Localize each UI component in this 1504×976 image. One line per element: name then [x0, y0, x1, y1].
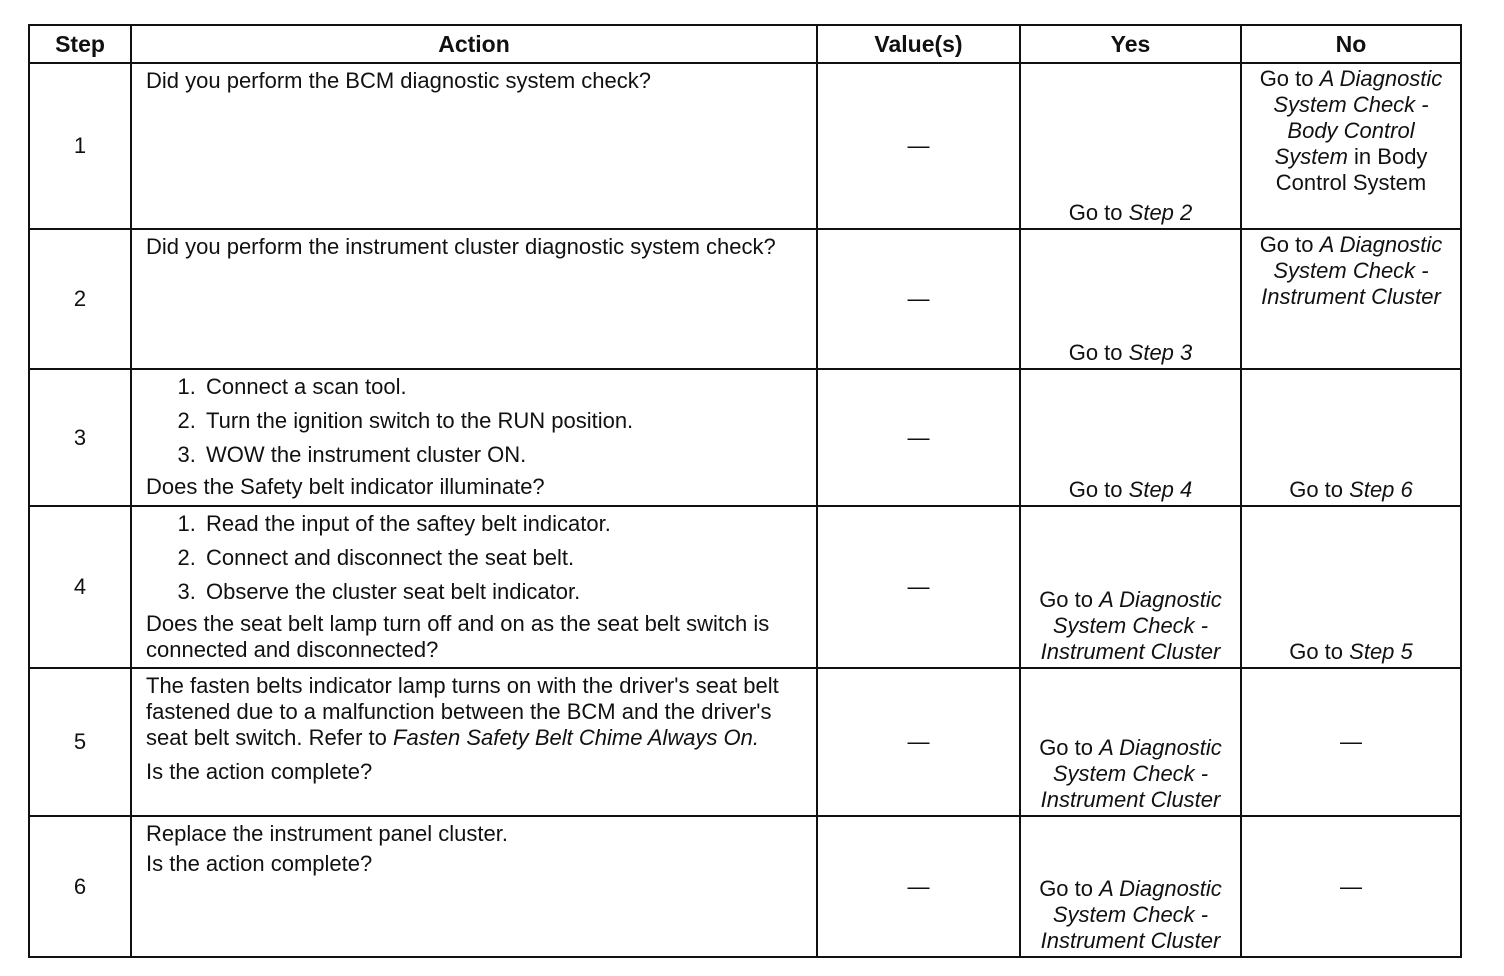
yes-target-link[interactable]: Step 4	[1128, 477, 1193, 502]
step-number: 5	[29, 668, 131, 816]
goto-label: Go to	[1259, 66, 1314, 91]
action-cell	[131, 506, 817, 668]
yes-target-link[interactable]: Step 2	[1128, 200, 1193, 225]
goto-label: Go to	[1259, 232, 1314, 257]
value-cell: —	[817, 668, 1020, 816]
no-target-link[interactable]: Step 6	[1349, 477, 1413, 502]
action-question: Is the action complete?	[146, 759, 373, 784]
no-cell: —	[1241, 816, 1461, 957]
goto-label: Go to	[1289, 477, 1344, 502]
value-cell: —	[817, 369, 1020, 506]
diagnostic-table	[28, 24, 1462, 958]
yes-cell	[1020, 668, 1241, 816]
no-target-link[interactable]: A Diagnostic System Check - Body Control System	[1273, 66, 1443, 169]
action-text: Replace the instrument panel cluster.	[146, 821, 508, 846]
header-row	[29, 25, 1461, 63]
goto-label: Go to	[1039, 587, 1093, 612]
no-cell	[1241, 369, 1461, 506]
yes-cell	[1020, 816, 1241, 957]
list-item: 2. Turn the ignition switch to the RUN position.	[202, 408, 806, 434]
reference-link[interactable]: Fasten Safety Belt Chime Always On.	[393, 725, 760, 750]
header-values: Value(s)	[817, 25, 1020, 63]
yes-cell	[1020, 369, 1241, 506]
goto-label: Go to	[1068, 477, 1123, 502]
no-cell	[1241, 506, 1461, 668]
value-cell: —	[817, 229, 1020, 369]
list-item: 2. Connect and disconnect the seat belt.	[202, 545, 806, 571]
action-text-block	[146, 673, 806, 751]
no-suffix: in Body Control System	[1275, 144, 1428, 195]
list-item: 3. Observe the cluster seat belt indicator.	[202, 579, 806, 605]
action-question: Does the Safety belt indicator illuminate?	[146, 474, 545, 499]
header-action: Action	[131, 25, 817, 63]
list-item: 1. Read the input of the saftey belt indicator.	[202, 511, 806, 537]
action-steps-list	[146, 511, 806, 605]
no-cell	[1241, 229, 1461, 369]
goto-label: Go to	[1068, 200, 1123, 225]
step-number: 1	[29, 63, 131, 229]
value-cell: —	[817, 506, 1020, 668]
step-number: 6	[29, 816, 131, 957]
header-step: Step	[29, 25, 131, 63]
action-cell	[131, 229, 817, 369]
no-target-link[interactable]: A Diagnostic System Check - Instrument Cluster	[1261, 232, 1443, 309]
table-row	[29, 668, 1461, 816]
list-item: 1. Connect a scan tool.	[202, 374, 806, 400]
goto-label: Go to	[1039, 876, 1093, 901]
action-cell	[131, 668, 817, 816]
yes-cell	[1020, 506, 1241, 668]
no-target-link[interactable]: Step 5	[1349, 639, 1413, 664]
table-row	[29, 816, 1461, 957]
step-number: 2	[29, 229, 131, 369]
action-cell	[131, 63, 817, 229]
yes-target-link[interactable]: A Diagnostic System Check - Instrument Cluster	[1040, 876, 1222, 953]
goto-label: Go to	[1068, 340, 1123, 365]
yes-target-link[interactable]: A Diagnostic System Check - Instrument Cluster	[1040, 587, 1222, 664]
action-text: Did you perform the BCM diagnostic system check?	[146, 68, 651, 93]
step-number: 4	[29, 506, 131, 668]
yes-target-link[interactable]: Step 3	[1128, 340, 1193, 365]
table-row	[29, 229, 1461, 369]
list-item: 3. WOW the instrument cluster ON.	[202, 442, 806, 468]
no-cell: —	[1241, 668, 1461, 816]
table-row	[29, 369, 1461, 506]
header-yes: Yes	[1020, 25, 1241, 63]
header-no: No	[1241, 25, 1461, 63]
goto-label: Go to	[1039, 735, 1093, 760]
yes-target-link[interactable]: A Diagnostic System Check - Instrument Cluster	[1040, 735, 1222, 812]
value-cell: —	[817, 816, 1020, 957]
no-cell	[1241, 63, 1461, 229]
value-cell: —	[817, 63, 1020, 229]
goto-label: Go to	[1289, 639, 1344, 664]
action-text: Did you perform the instrument cluster diagnostic system check?	[146, 234, 776, 259]
action-text: The fasten belts indicator lamp turns on with the driver's seat belt fastened due to a malfunction between the BCM and the driver's seat belt switch. Refer to	[146, 673, 779, 750]
action-cell	[131, 816, 817, 957]
action-question: Is the action complete?	[146, 851, 373, 876]
table-row	[29, 506, 1461, 668]
yes-cell	[1020, 63, 1241, 229]
action-steps-list	[146, 374, 806, 468]
action-cell	[131, 369, 817, 506]
table-row	[29, 63, 1461, 229]
step-number: 3	[29, 369, 131, 506]
action-question: Does the seat belt lamp turn off and on as the seat belt switch is connected and disconnected?	[146, 611, 770, 662]
yes-cell	[1020, 229, 1241, 369]
